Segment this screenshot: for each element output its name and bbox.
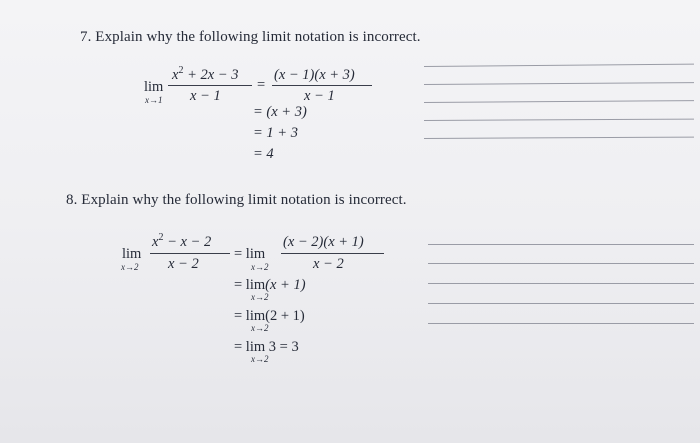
problem-7-prompt: 7. Explain why the following limit notation is incorrect. <box>80 29 421 45</box>
problem-8-prompt: 8. Explain why the following limit notation is incorrect. <box>66 192 407 208</box>
p8-rhs-numerator: (x − 2)(x + 1) <box>283 234 364 250</box>
p7-rhs-denominator: x − 1 <box>304 88 335 104</box>
p8-step-2-subscript: x→2 <box>251 323 269 333</box>
p8-rhs-denominator: x − 2 <box>313 256 344 272</box>
p8-lim-subscript: x→2 <box>121 262 139 272</box>
p8-step-3: = lim 3 = 3 <box>234 339 299 355</box>
p8-rhs-lim-subscript: x→2 <box>251 262 269 272</box>
p8-lhs-denominator: x − 2 <box>168 256 199 272</box>
p8-answer-line-2[interactable] <box>428 263 694 264</box>
p8-step-2: = lim(2 + 1) <box>234 308 305 324</box>
p8-rhs-fraction-bar <box>281 253 384 254</box>
p7-step-2: = 1 + 3 <box>253 125 298 141</box>
p7-lim-subscript: x→1 <box>145 95 163 105</box>
p7-step-1: = (x + 3) <box>253 104 307 120</box>
p8-rhs-lim-label: = lim <box>234 246 266 262</box>
p8-lim-label: lim <box>122 246 142 262</box>
p7-rhs-numerator: (x − 1)(x + 3) <box>274 67 355 83</box>
p7-lim-label: lim <box>144 79 164 95</box>
p8-answer-line-4[interactable] <box>428 303 694 304</box>
p8-step-1: = lim(x + 1) <box>234 277 306 293</box>
p7-answer-line-4[interactable] <box>424 119 694 121</box>
p7-lhs-numerator: $x^2 + 2x - 3$ <box>172 65 239 83</box>
p7-answer-line-1[interactable] <box>424 64 694 67</box>
p7-equals-sign: = <box>257 77 266 93</box>
p7-answer-line-2[interactable] <box>424 82 694 85</box>
p7-step-3: = 4 <box>253 146 274 162</box>
p8-answer-line-5[interactable] <box>428 323 694 324</box>
p7-answer-line-5[interactable] <box>424 137 694 139</box>
p8-step-3-subscript: x→2 <box>251 354 269 364</box>
p8-answer-line-3[interactable] <box>428 283 694 284</box>
p7-answer-line-3[interactable] <box>424 100 694 103</box>
p8-lhs-fraction-bar <box>150 253 230 254</box>
p8-answer-line-1[interactable] <box>428 244 694 245</box>
p7-lhs-fraction-bar <box>168 85 252 86</box>
p8-lhs-numerator: $x^2 - x - 2$ <box>152 232 212 250</box>
p8-step-1-subscript: x→2 <box>251 292 269 302</box>
p7-rhs-fraction-bar <box>272 85 372 86</box>
p7-lhs-denominator: x − 1 <box>190 88 221 104</box>
